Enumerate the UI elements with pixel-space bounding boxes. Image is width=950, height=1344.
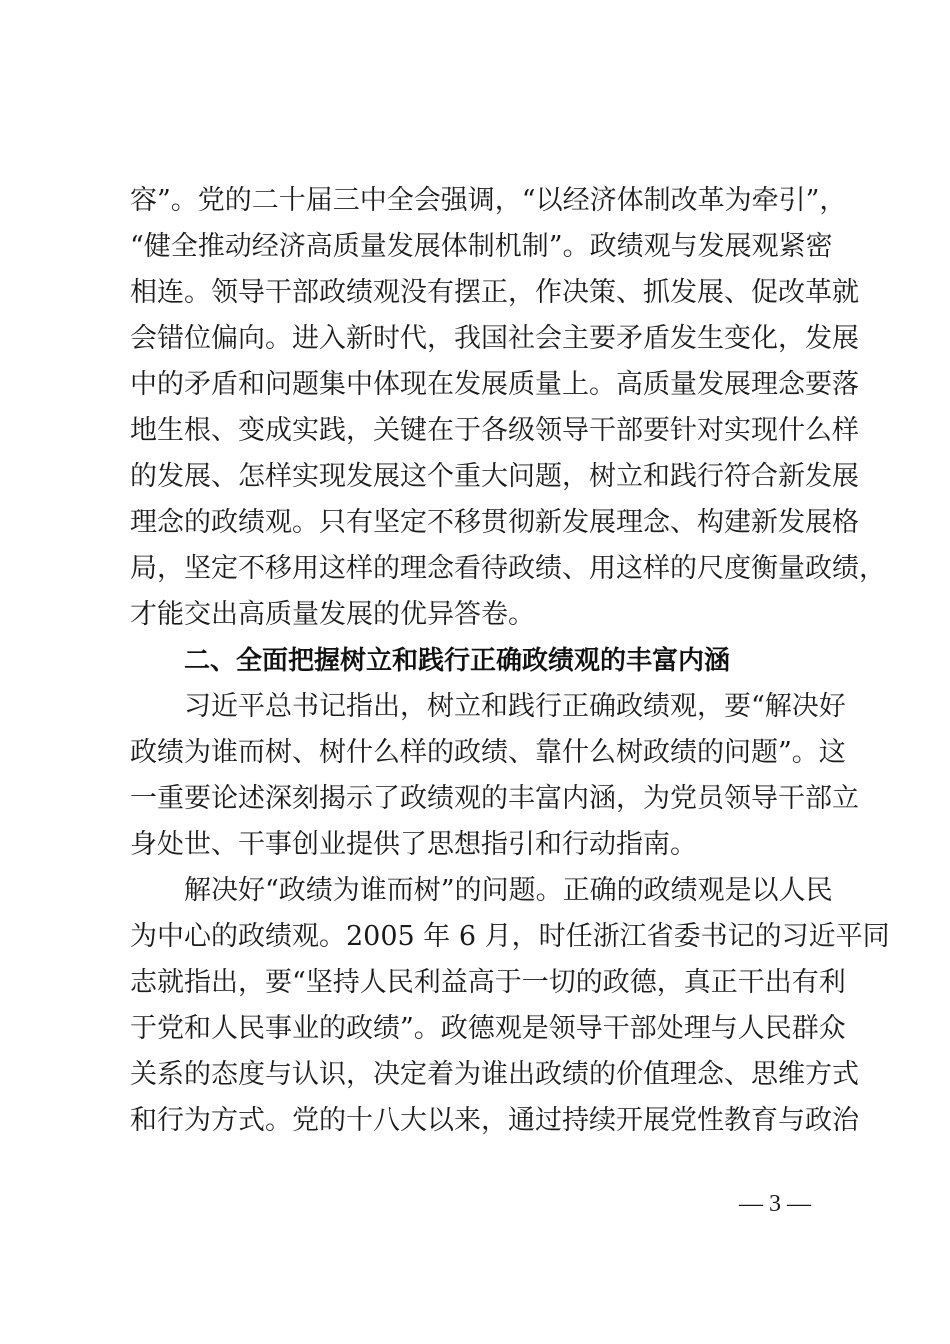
paragraph-line: 和行为方式。党的十八大以来，通过持续开展党性教育与政治	[130, 1105, 859, 1136]
paragraph-line: 关系的态度与认识，决定着为谁出政绩的价值理念、思维方式	[130, 1059, 859, 1090]
paragraph-line: 志就指出，要“坚持人民利益高于一切的政德，真正干出有利	[130, 967, 846, 998]
paragraph-line: 一重要论述深刻揭示了政绩观的丰富内涵，为党员领导干部立	[130, 783, 859, 814]
section-heading: 二、全面把握树立和践行正确政绩观的丰富内涵	[184, 646, 731, 676]
page-number: — 3 —	[739, 1191, 811, 1217]
paragraph-line: 相连。领导干部政绩观没有摆正，作决策、抓发展、促改革就	[130, 277, 859, 308]
paragraph-line: 中的矛盾和问题集中体现在发展质量上。高质量发展理念要落	[130, 369, 859, 400]
paragraph-line: 身处世、干事创业提供了思想指引和行动指南。	[130, 829, 697, 860]
paragraph-line: 容”。党的二十届三中全会强调，“以经济体制改革为牵引”，	[130, 185, 847, 216]
paragraph-line: 于党和人民事业的政绩”。政德观是领导干部处理与人民群众	[130, 1013, 846, 1044]
paragraph-line: 政绩为谁而树、树什么样的政绩、靠什么树政绩的问题”。这	[130, 737, 846, 768]
paragraph-line: 习近平总书记指出，树立和践行正确政绩观，要“解决好	[184, 691, 846, 722]
paragraph-line: 理念的政绩观。只有坚定不移贯彻新发展理念、构建新发展格	[130, 507, 859, 538]
paragraph-line: 才能交出高质量发展的优异答卷。	[130, 599, 535, 630]
paragraph-line: 解决好“政绩为谁而树”的问题。正确的政绩观是以人民	[184, 875, 833, 906]
paragraph-line: 会错位偏向。进入新时代，我国社会主要矛盾发生变化，发展	[130, 323, 859, 354]
paragraph-line: 的发展、怎样实现发展这个重大问题，树立和践行符合新发展	[130, 461, 859, 492]
paragraph-line: 为中心的政绩观。2005 年 6 月，时任浙江省委书记的习近平同	[130, 921, 890, 952]
paragraph-line: 地生根、变成实践，关键在于各级领导干部要针对实现什么样	[130, 415, 859, 446]
paragraph-line: “健全推动经济高质量发展体制机制”。政绩观与发展观紧密	[130, 231, 833, 262]
paragraph-line: 局，坚定不移用这样的理念看待政绩、用这样的尺度衡量政绩，	[130, 553, 886, 584]
